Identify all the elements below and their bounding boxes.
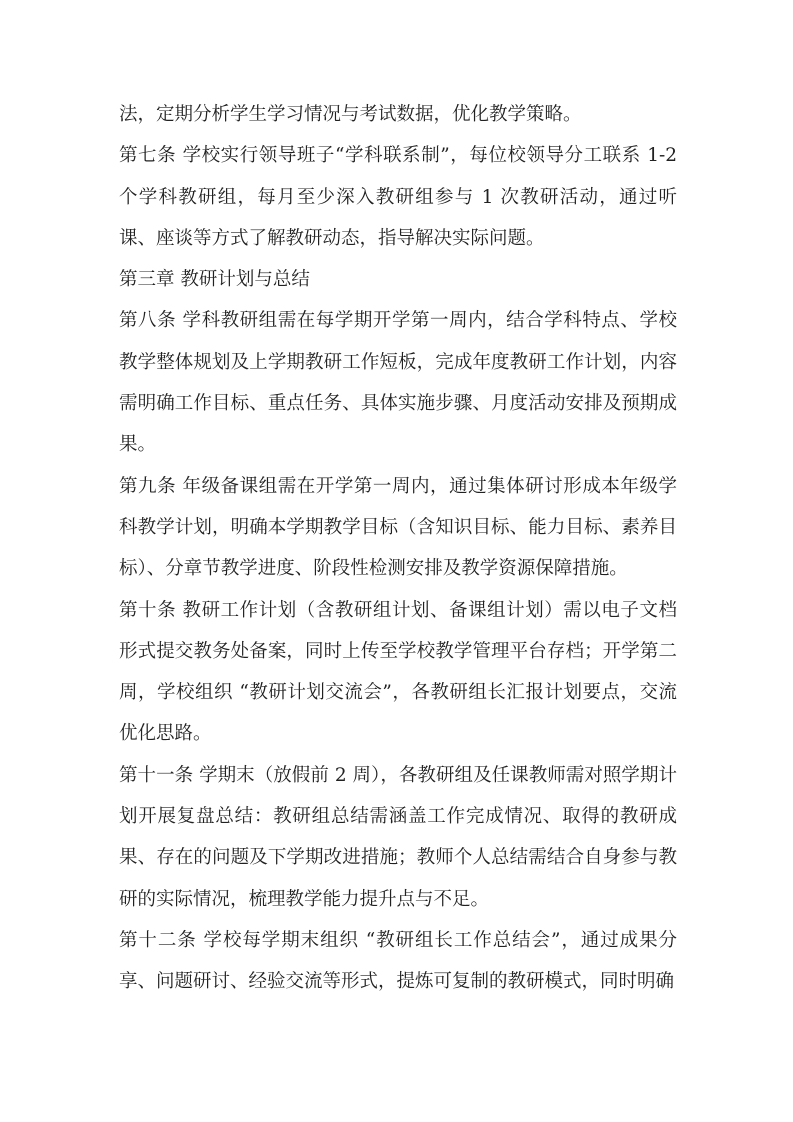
paragraph: 第八条 学科教研组需在每学期开学第一周内，结合学科特点、学校教学整体规划及上学期教研工作短板，完成年度教研工作计划，内容需明确工作目标、重点任务、具体实施步骤、月度活动安排及预期成果。 xyxy=(119,310,677,456)
chapter-heading: 第三章 教研计划与总结 xyxy=(119,269,310,291)
paragraph: 第十条 教研工作计划（含教研组计划、备课组计划）需以电子文档形式提交教务处备案，同时上传至学校教学管理平台存档；开学第二周，学校组织 “教研计划交流会”，各教研组长汇报计划要点，交流优化思路。 xyxy=(119,599,677,745)
paragraph: 第十二条 学校每学期末组织 “教研组长工作总结会”，通过成果分享、问题研讨、经验交流等形式，提炼可复制的教研模式，同时明确 xyxy=(119,929,677,993)
document-body xyxy=(119,94,677,1003)
paragraph: 第十一条 学期末（放假前 2 周），各教研组及任课教师需对照学期计划开展复盘总结：教研组总结需涵盖工作完成情况、取得的教研成果、存在的问题及下学期改进措施；教师个人总结需结合自身参与教研的实际情况，梳理教学能力提升点与不足。 xyxy=(119,764,677,910)
paragraph: 第七条 学校实行领导班子“学科联系制”，每位校领导分工联系 1-2 个学科教研组，每月至少深入教研组参与 1 次教研活动，通过听课、座谈等方式了解教研动态，指导解决实际问题。 xyxy=(119,145,677,249)
paragraph: 第九条 年级备课组需在开学第一周内，通过集体研讨形成本年级学科教学计划，明确本学期教学目标（含知识目标、能力目标、素养目标）、分章节教学进度、阶段性检测安排及教学资源保障措施。 xyxy=(119,475,677,580)
paragraph: 法，定期分析学生学习情况与考试数据，优化教学策略。 xyxy=(119,104,582,125)
